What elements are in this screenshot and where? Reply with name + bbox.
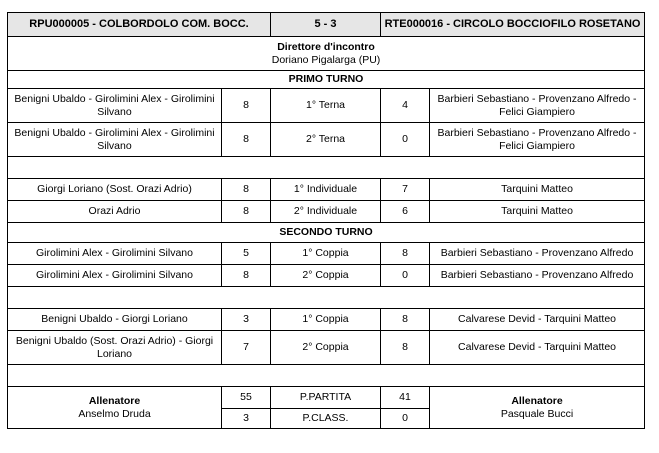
director-label: Direttore d'incontro — [277, 40, 375, 53]
table-row — [8, 123, 645, 157]
match-score: 5 - 3 — [271, 13, 381, 37]
partita-label: P.PARTITA — [271, 387, 381, 409]
home-players: Benigni Ubaldo - Giorgi Loriano — [8, 309, 222, 331]
away-score: 0 — [381, 123, 430, 157]
table-row — [8, 179, 645, 201]
home-coach-label: Allenatore — [88, 394, 141, 407]
secondo-turno-title: SECONDO TURNO — [8, 223, 645, 243]
away-class-points: 0 — [381, 409, 430, 429]
table-row — [8, 265, 645, 287]
game-type: 1° Coppia — [271, 243, 381, 265]
game-type: 2° Terna — [271, 123, 381, 157]
away-score: 8 — [381, 309, 430, 331]
home-score: 8 — [222, 123, 271, 157]
match-table — [7, 12, 645, 429]
home-players: Benigni Ubaldo - Girolimini Alex - Girolimini Silvano — [8, 123, 222, 157]
game-type: 1° Terna — [271, 89, 381, 123]
away-score: 7 — [381, 179, 430, 201]
away-players: Calvarese Devid - Tarquini Matteo — [430, 309, 645, 331]
home-score: 8 — [222, 179, 271, 201]
home-score: 7 — [222, 331, 271, 365]
home-players: Girolimini Alex - Girolimini Silvano — [8, 265, 222, 287]
class-label: P.CLASS. — [271, 409, 381, 429]
table-row — [8, 201, 645, 223]
game-type: 2° Individuale — [271, 201, 381, 223]
away-players: Tarquini Matteo — [430, 179, 645, 201]
home-players: Girolimini Alex - Girolimini Silvano — [8, 243, 222, 265]
away-score: 4 — [381, 89, 430, 123]
home-coach — [8, 387, 222, 429]
spacer-row — [8, 157, 645, 179]
away-partita-points: 41 — [381, 387, 430, 409]
away-players: Calvarese Devid - Tarquini Matteo — [430, 331, 645, 365]
home-class-points: 3 — [222, 409, 271, 429]
game-type: 1° Individuale — [271, 179, 381, 201]
away-coach-label: Allenatore — [511, 394, 563, 407]
away-players: Barbieri Sebastiano - Provenzano Alfredo - Felici Giampiero — [430, 89, 645, 123]
home-coach-name: Anselmo Druda — [78, 407, 151, 420]
match-report — [7, 12, 644, 429]
away-score: 6 — [381, 201, 430, 223]
director-row — [8, 37, 645, 71]
away-players: Tarquini Matteo — [430, 201, 645, 223]
spacer-row — [8, 365, 645, 387]
game-type: 2° Coppia — [271, 265, 381, 287]
primo-turno-title: PRIMO TURNO — [8, 71, 645, 89]
spacer-cell — [8, 365, 645, 387]
away-score: 8 — [381, 331, 430, 365]
away-players: Barbieri Sebastiano - Provenzano Alfredo — [430, 243, 645, 265]
spacer-row — [8, 287, 645, 309]
home-team: RPU000005 - COLBORDOLO COM. BOCC. — [8, 13, 271, 37]
home-players: Giorgi Loriano (Sost. Orazi Adrio) — [8, 179, 222, 201]
table-row — [8, 309, 645, 331]
away-score: 8 — [381, 243, 430, 265]
table-row — [8, 331, 645, 365]
home-score: 8 — [222, 201, 271, 223]
footer-row — [8, 387, 645, 409]
director-name: Doriano Pigalarga (PU) — [271, 53, 381, 66]
home-score: 5 — [222, 243, 271, 265]
away-players: Barbieri Sebastiano - Provenzano Alfredo — [430, 265, 645, 287]
home-players: Orazi Adrio — [8, 201, 222, 223]
home-score: 8 — [222, 89, 271, 123]
table-row — [8, 89, 645, 123]
game-type: 2° Coppia — [271, 331, 381, 365]
spacer-cell — [8, 287, 645, 309]
home-score: 8 — [222, 265, 271, 287]
away-team: RTE000016 - CIRCOLO BOCCIOFILO ROSETANO — [381, 13, 645, 37]
away-coach-name: Pasquale Bucci — [500, 407, 574, 420]
home-score: 3 — [222, 309, 271, 331]
section-row — [8, 71, 645, 89]
spacer-cell — [8, 157, 645, 179]
table-row — [8, 243, 645, 265]
away-coach — [430, 387, 645, 429]
header-row — [8, 13, 645, 37]
director-cell — [8, 37, 645, 71]
away-score: 0 — [381, 265, 430, 287]
home-players: Benigni Ubaldo - Girolimini Alex - Girolimini Silvano — [8, 89, 222, 123]
home-players: Benigni Ubaldo (Sost. Orazi Adrio) - Giorgi Loriano — [8, 331, 222, 365]
game-type: 1° Coppia — [271, 309, 381, 331]
section-row — [8, 223, 645, 243]
away-players: Barbieri Sebastiano - Provenzano Alfredo - Felici Giampiero — [430, 123, 645, 157]
home-partita-points: 55 — [222, 387, 271, 409]
